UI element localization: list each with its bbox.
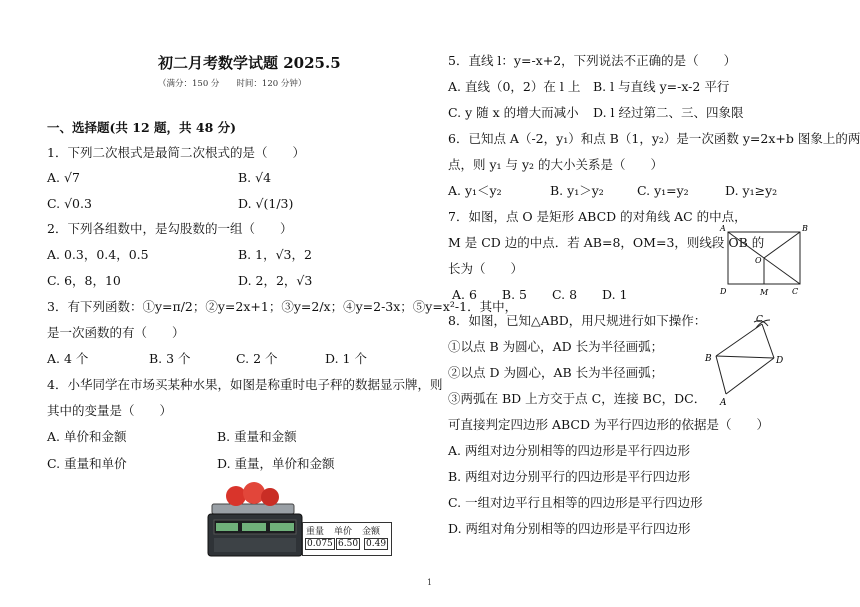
q5-option-a: A. 直线（0，2）在 l 上 [448,79,581,94]
q8-step2: ②以点 D 为圆心，AB 长为半径画弧； [448,365,664,380]
q8-option-a: A. 两组对边分别相等的四边形是平行四边形 [448,443,690,458]
page-number: 1 [427,578,433,587]
q3-option-d: D. 1 个 [325,351,367,366]
q5-stem: 5．直线 l：y=-x+2，下列说法不正确的是（ ） [448,53,737,68]
q5-option-c: C. y 随 x 的增大而减小 [448,105,579,120]
q3-option-c: C. 2 个 [236,351,278,366]
q4-stem-line1: 4．小华同学在市场买某种水果，如图是称重时电子秤的数据显示牌，则 [47,377,443,392]
q1-option-b: B. √4 [238,170,272,185]
display-segment [270,523,294,531]
q2-option-b: B. 1，√3，2 [238,247,312,262]
scale-pan [212,504,294,514]
q7-stem-line3: 长为（ ） [448,261,524,276]
q3-stem-line1: 3．有下列函数：①y=π/2；②y=2x+1；③y=2/x；④y=2-3x；⑤y=x²-1．其中， [47,299,518,314]
q6-option-d: D. y₁≥y₂ [725,183,778,198]
value-unit-price: 6.50 [338,539,359,549]
label-o: O [755,256,762,265]
side-bc [716,324,762,356]
exam-info: （满分：150 分 时间：120 分钟） [158,79,307,89]
label-weight: 重量 [306,527,325,537]
label-a: A [720,398,727,408]
apple-icon [226,486,246,506]
section-heading: 一、选择题(共 12 题，共 48 分) [47,120,237,135]
value-weight: 0.075 [307,539,333,549]
q8-stem-line1: 8．如图，已知△ABD，用尺规进行如下操作： [448,313,707,328]
diagonal-bd [716,356,774,358]
label-unit-price: 单价 [334,527,353,537]
side-ad [726,358,774,394]
q3-option-a: A. 4 个 [47,351,89,366]
side-cd [762,324,774,358]
rectangle-abcd-figure [718,222,810,300]
q3-option-b: B. 3 个 [149,351,191,366]
q8-step1: ①以点 B 为圆心，AD 长为半径画弧； [448,339,664,354]
label-b: B [802,224,808,233]
apple-icon [261,488,279,506]
q4-option-d: D. 重量，单价和金额 [217,456,335,471]
scale-keypad [214,538,296,552]
q2-stem: 2．下列各组数中，是勾股数的一组（ ） [47,221,293,236]
display-segment [242,523,266,531]
q6-stem-line1: 6．已知点 A（-2，y₁）和点 B（1，y₂）是一次函数 y=2x+b 图象上的两 [448,131,860,146]
q8-option-c: C. 一组对边平行且相等的四边形是平行四边形 [448,495,703,510]
segment-ob [764,232,800,258]
parallelogram-construction-figure [700,312,796,408]
q6-stem-line2: 点，则 y₁ 与 y₂ 的大小关系是（ ） [448,157,664,172]
q8-step3: ③两弧在 BD 上方交于点 C，连接 BC，DC． [448,391,707,406]
q4-option-a: A. 单价和金额 [47,429,127,444]
label-amount: 金额 [362,527,381,537]
label-d: D [720,287,727,296]
q7-stem-line1: 7．如图，点 O 是矩形 ABCD 的对角线 AC 的中点， [448,209,747,224]
q6-option-b: B. y₁＞y₂ [550,183,604,198]
q2-option-a: A. 0.3，0.4，0.5 [47,247,149,262]
q1-option-d: D. √(1/3) [238,196,294,211]
q1-option-a: A. √7 [47,170,80,185]
q3-stem-line2: 是一次函数的有（ ） [47,325,185,340]
label-a: A [720,224,726,233]
q2-option-c: C. 6，8，10 [47,273,121,288]
q6-option-c: C. y₁=y₂ [637,183,689,198]
label-c: C [792,287,799,296]
q1-option-c: C. √0.3 [47,196,92,211]
q6-option-a: A. y₁＜y₂ [448,183,502,198]
q5-option-d: D. l 经过第二、三、四象限 [593,105,744,120]
q8-option-d: D. 两组对角分别相等的四边形是平行四边形 [448,521,691,536]
label-c: C [756,315,763,325]
label-d: D [776,356,784,366]
q1-stem: 1．下列二次根式是最简二次根式的是（ ） [47,145,305,160]
value-amount: 0.49 [366,539,387,549]
q4-option-c: C. 重量和单价 [47,456,127,471]
q4-option-b: B. 重量和金额 [217,429,297,444]
q2-option-d: D. 2，2，√3 [238,273,313,288]
q5-option-b: B. l 与直线 y=-x-2 平行 [593,79,730,94]
q8-stem-line5: 可直接判定四边形 ABCD 为平行四边形的依据是（ ） [448,417,769,432]
page-title: 初二月考数学试题 2025.5 [158,54,341,72]
label-b: B [705,354,712,364]
q4-stem-line2: 其中的变量是（ ） [47,403,173,418]
electronic-scale-figure [206,482,392,558]
q7-options: A. 6 B. 5 C. 8 D. 1 [452,287,628,302]
q7-stem-line2: M 是 CD 边的中点．若 AB=8，OM=3，则线段 OB 的 [448,235,765,250]
apple-icon [243,482,265,504]
display-segment [216,523,238,531]
side-ba [716,356,726,394]
q8-option-b: B. 两组对边分别平行的四边形是平行四边形 [448,469,691,484]
scale-data-plate [302,522,392,556]
label-m: M [760,288,769,297]
